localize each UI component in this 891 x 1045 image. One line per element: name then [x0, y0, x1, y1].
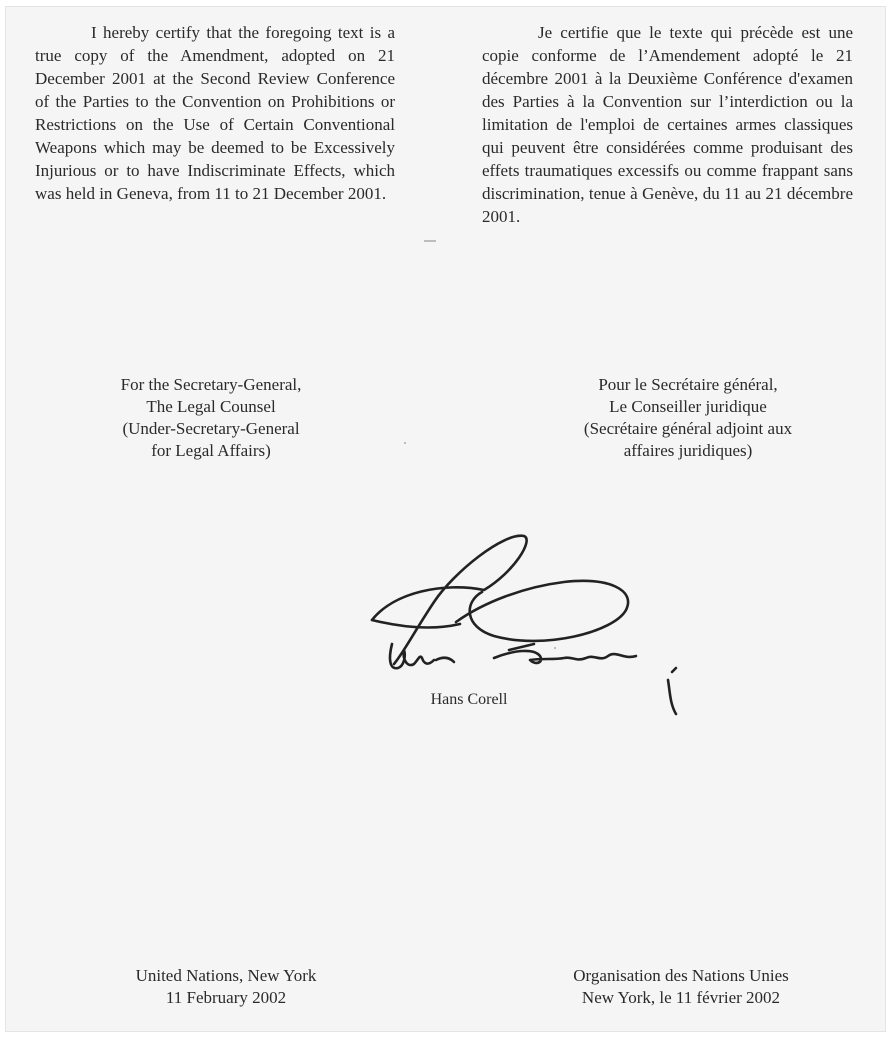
place-date-french	[526, 965, 836, 1009]
signatory-line: (Secrétaire général adjoint aux	[583, 419, 793, 438]
signatory-line: (Under-Secretary-General	[122, 419, 300, 438]
date-line: New York, le 11 février 2002	[581, 988, 781, 1007]
place-date-english	[96, 965, 356, 1009]
document-page	[5, 6, 886, 1032]
signatory-line: affaires juridiques)	[623, 441, 753, 460]
scan-speck	[424, 240, 436, 242]
signatory-line: Pour le Secrétaire général,	[598, 375, 778, 394]
scan-speck	[404, 442, 406, 444]
signatory-line: for Legal Affairs)	[151, 441, 271, 460]
scan-speck	[554, 647, 556, 649]
signatory-line: For the Secretary-General,	[120, 375, 302, 394]
signatory-line: Le Conseiller juridique	[609, 397, 767, 416]
signatory-block-english	[66, 374, 356, 462]
certification-text-english: I hereby certify that the foregoing text is a true copy of the Amendment, adopted on 21 December 2001 at the Second Review Conference of the Parties to the Convention on Prohibitions or Restrictions on the Use of Certain Conventional Weapons which may be deemed to be Excessively Injurious or to have Indiscriminate Effects, which was held in Geneva, from 11 to 21 December 2001.	[35, 23, 395, 203]
signer-name: Hans Corell	[430, 691, 508, 708]
signatory-block-french	[508, 374, 868, 462]
place-line: Organisation des Nations Unies	[573, 966, 789, 985]
place-line: United Nations, New York	[135, 966, 317, 985]
date-line: 11 February 2002	[165, 988, 287, 1007]
signatory-line: The Legal Counsel	[146, 397, 276, 416]
certification-text-french: Je certifie que le texte qui précède est une copie conforme de l’Amendement adopté le 21 décembre 2001 à la Deuxième Conférence d'examen des Parties à la Convention sur l’interdiction ou la limitation de l'emploi de certaines armes classiques qui peuvent être considérées comme produisant des effets traumatiques excessifs ou comme frappant sans discrimination, tenue à Genève, du 11 au 21 décembre 2001.	[482, 23, 853, 226]
